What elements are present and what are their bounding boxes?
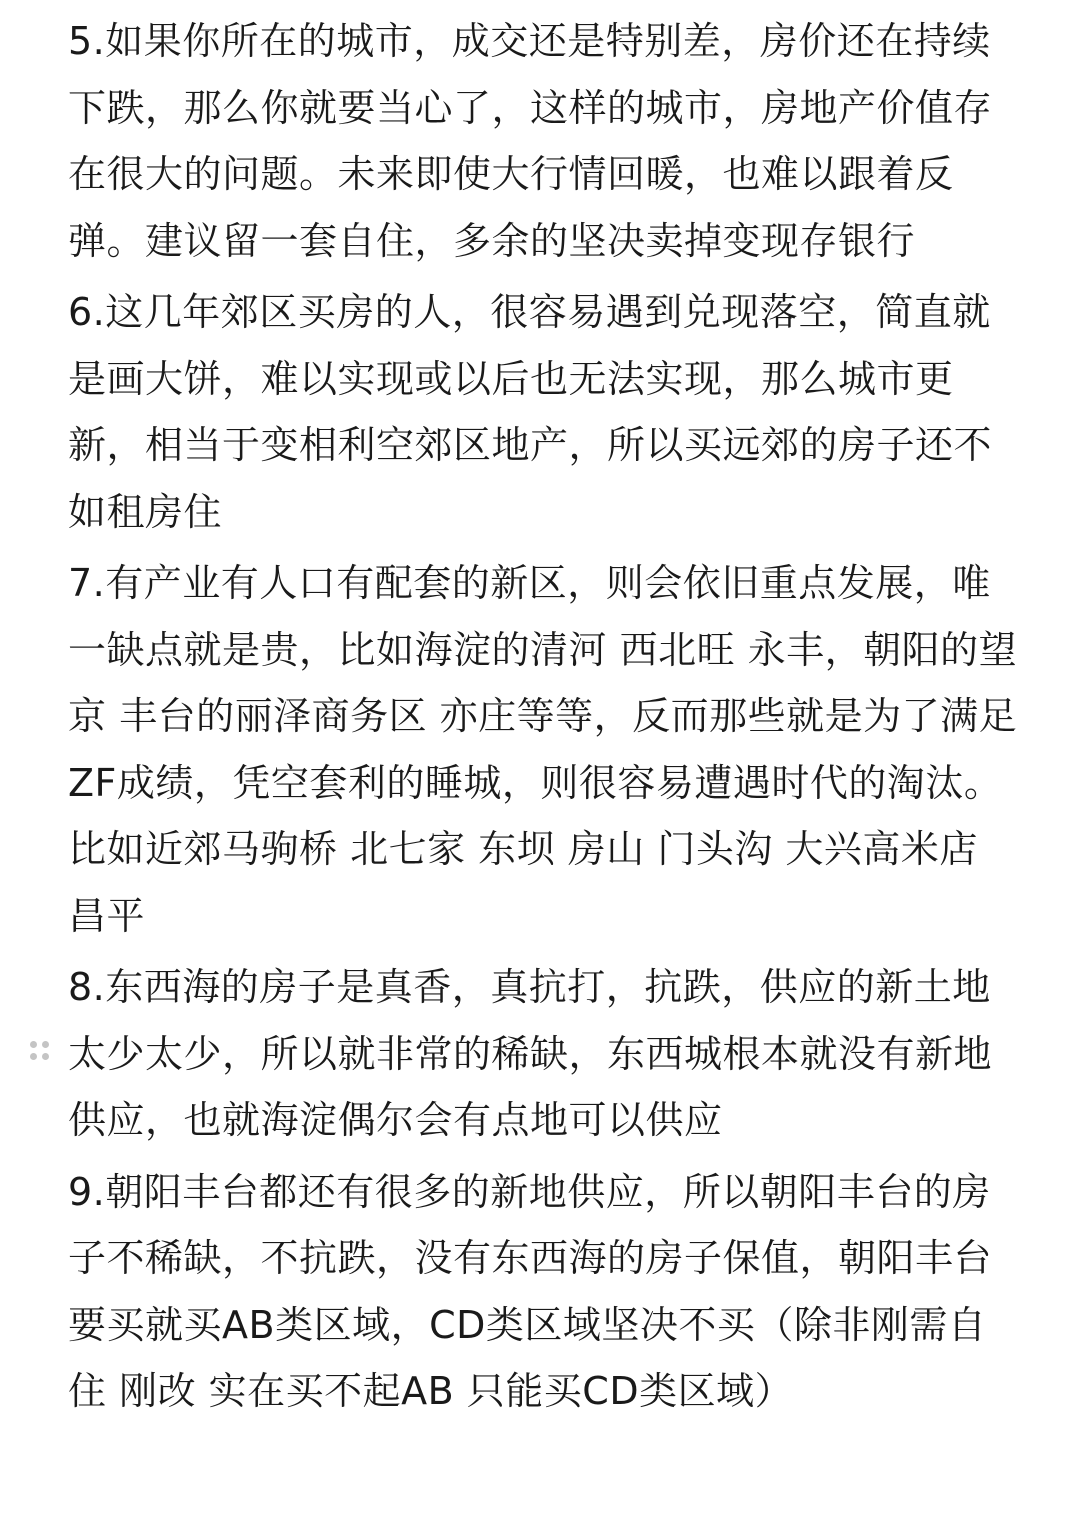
drag-dot	[30, 1053, 37, 1060]
drag-dot	[30, 1041, 37, 1048]
paragraph-9: 9.朝阳丰台都还有很多的新地供应，所以朝阳丰台的房子不稀缺，不抗跌，没有东西海的房子保值，朝阳丰台要买就买AB类区域，CD类区域坚决不买（除非刚需自住 刚改 实在买不起AB 只能买CD类区域）	[68, 1169, 993, 1413]
drag-dot	[42, 1041, 49, 1048]
paragraph-6: 6.这几年郊区买房的人，很容易遇到兑现落空，简直就是画大饼，难以实现或以后也无法实现，那么城市更新，相当于变相利空郊区地产，所以买远郊的房子还不如租房住	[68, 290, 993, 534]
drag-handle-icon[interactable]	[30, 1038, 52, 1064]
paragraph-5: 5.如果你所在的城市，成交还是特别差，房价还在持续下跌，那么你就要当心了，这样的城市，房地产价值存在很大的问题。未来即使大行情回暖，也难以跟着反弹。建议留一套自住，多余的坚决卖掉变现存银行	[68, 19, 993, 263]
paragraph-7: 7.有产业有人口有配套的新区，则会依旧重点发展，唯一缺点就是贵，比如海淀的清河 西北旺 永丰，朝阳的望京 丰台的丽泽商务区 亦庄等等，反而那些就是为了满足ZF成绩，凭空套利的睡城，则很容易遭遇时代的淘汰。比如近郊马驹桥 北七家 东坝 房山 门头沟 大兴高米店 昌平	[68, 561, 1018, 938]
paragraph-8: 8.东西海的房子是真香，真抗打，抗跌，供应的新土地太少太少，所以就非常的稀缺，东西城根本就没有新地供应，也就海淀偶尔会有点地可以供应	[68, 965, 993, 1142]
drag-dot	[42, 1053, 49, 1060]
article-body	[68, 8, 1018, 1430]
